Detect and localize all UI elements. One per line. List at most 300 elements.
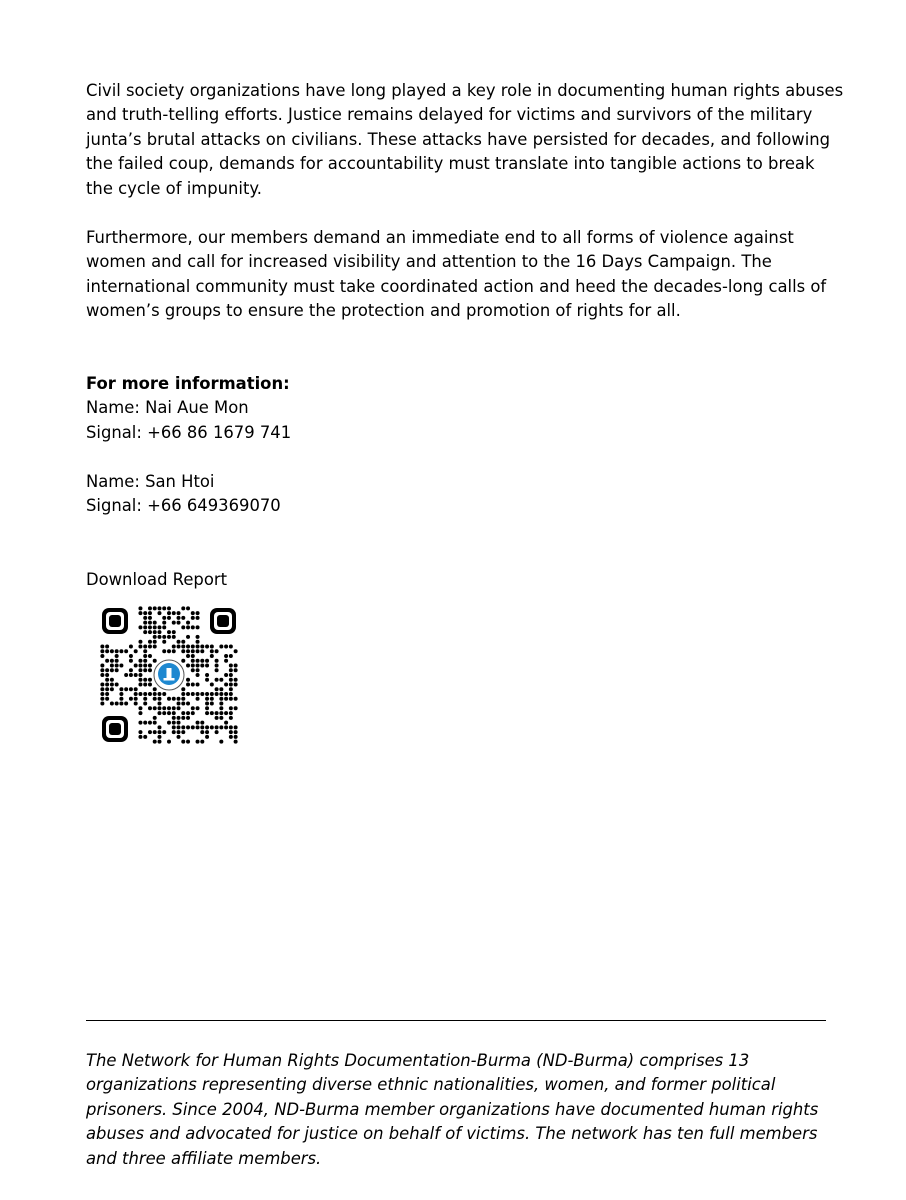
qr-module <box>162 635 166 639</box>
qr-module <box>215 730 219 734</box>
qr-module <box>224 711 228 715</box>
qr-module <box>115 649 119 653</box>
contact-name-2: Name: San Htoi <box>86 471 215 491</box>
qr-module <box>153 716 157 720</box>
qr-module <box>186 702 190 706</box>
qr-module <box>143 611 147 615</box>
qr-module <box>177 621 181 625</box>
qr-module <box>177 725 181 729</box>
qr-module <box>157 630 161 634</box>
qr-module <box>100 697 104 701</box>
qr-module <box>196 706 200 710</box>
qr-module <box>219 644 223 648</box>
qr-module <box>162 706 166 710</box>
qr-module <box>224 721 228 725</box>
qr-module <box>196 683 200 687</box>
qr-module <box>162 711 166 715</box>
qr-module <box>105 644 109 648</box>
qr-module <box>210 644 214 648</box>
qr-module <box>186 683 190 687</box>
qr-module <box>210 711 214 715</box>
qr-module <box>219 697 223 701</box>
qr-module <box>157 625 161 629</box>
footer-divider <box>86 1020 826 1021</box>
qr-module <box>205 702 209 706</box>
qr-module <box>205 735 209 739</box>
qr-module <box>234 740 238 744</box>
qr-module <box>229 697 233 701</box>
qr-module <box>191 663 195 667</box>
qr-module <box>177 706 181 710</box>
qr-module <box>181 740 185 744</box>
qr-module <box>186 711 190 715</box>
qr-module <box>124 702 128 706</box>
qr-module <box>186 625 190 629</box>
qr-module <box>205 692 209 696</box>
qr-module <box>229 735 233 739</box>
qr-module <box>215 668 219 672</box>
qr-module <box>148 678 152 682</box>
qr-module <box>162 730 166 734</box>
qr-module <box>143 621 147 625</box>
qr-module <box>153 635 157 639</box>
qr-module <box>196 697 200 701</box>
qr-finder-bottom-left <box>102 716 128 742</box>
qr-module <box>124 673 128 677</box>
qr-module <box>200 725 204 729</box>
qr-module <box>205 706 209 710</box>
qr-module <box>115 702 119 706</box>
qr-module <box>148 683 152 687</box>
qr-module <box>229 668 233 672</box>
qr-module <box>110 659 114 663</box>
qr-module <box>148 630 152 634</box>
qr-module <box>229 673 233 677</box>
qr-module <box>177 644 181 648</box>
qr-module <box>229 730 233 734</box>
qr-module <box>215 716 219 720</box>
qr-module <box>138 668 142 672</box>
qr-module <box>215 711 219 715</box>
qr-module <box>157 711 161 715</box>
qr-module <box>148 668 152 672</box>
qr-module <box>119 702 123 706</box>
qr-module <box>191 692 195 696</box>
qr-module <box>219 692 223 696</box>
qr-module <box>105 687 109 691</box>
qr-module <box>200 649 204 653</box>
qr-module <box>205 659 209 663</box>
qr-module <box>138 659 142 663</box>
qr-module <box>153 644 157 648</box>
qr-module <box>181 659 185 663</box>
qr-module <box>177 697 181 701</box>
qr-module <box>157 635 161 639</box>
qr-module <box>186 644 190 648</box>
qr-module <box>200 721 204 725</box>
qr-module <box>191 711 195 715</box>
qr-module <box>100 692 104 696</box>
qr-module <box>148 706 152 710</box>
qr-module <box>110 702 114 706</box>
qr-module <box>172 621 176 625</box>
qr-module <box>181 730 185 734</box>
qr-module <box>138 678 142 682</box>
body-paragraph-1: Civil society organizations have long played a key role in documenting human rights abuses and truth-telling efforts. Justice remains delayed for victims and survivors of the military junta’s brutal attacks on civilians. These attacks have persisted for decades, and following the failed coup, demands for accountability must translate into tangible actions to break the cycle of impunity. <box>86 81 844 198</box>
qr-module <box>172 725 176 729</box>
qr-module <box>177 640 181 644</box>
qr-module <box>129 697 133 701</box>
qr-module <box>167 706 171 710</box>
qr-module <box>153 630 157 634</box>
qr-module <box>119 649 123 653</box>
qr-module <box>224 659 228 663</box>
qr-module <box>172 716 176 720</box>
qr-module <box>177 702 181 706</box>
qr-module <box>186 635 190 639</box>
qr-module <box>219 725 223 729</box>
qr-module <box>234 683 238 687</box>
qr-module <box>172 730 176 734</box>
qr-module <box>210 692 214 696</box>
qr-module <box>205 678 209 682</box>
qr-module <box>172 649 176 653</box>
qr-module <box>172 630 176 634</box>
qr-module <box>138 721 142 725</box>
qr-module <box>200 692 204 696</box>
qr-module <box>181 640 185 644</box>
qr-module <box>224 673 228 677</box>
qr-module <box>219 702 223 706</box>
qr-module <box>129 673 133 677</box>
qr-module <box>181 716 185 720</box>
qr-module <box>167 616 171 620</box>
qr-module <box>196 659 200 663</box>
qr-module <box>172 706 176 710</box>
qr-module <box>234 678 238 682</box>
qr-module <box>219 711 223 715</box>
qr-module <box>234 697 238 701</box>
qr-module <box>129 644 133 648</box>
qr-module <box>181 697 185 701</box>
qr-module <box>177 730 181 734</box>
qr-module <box>234 649 238 653</box>
qr-module <box>181 702 185 706</box>
qr-module <box>124 687 128 691</box>
qr-module <box>143 659 147 663</box>
qr-module <box>186 606 190 610</box>
qr-module <box>224 644 228 648</box>
qr-module <box>196 611 200 615</box>
qr-module <box>177 721 181 725</box>
qr-module <box>100 683 104 687</box>
qr-module <box>229 725 233 729</box>
qr-module <box>210 654 214 658</box>
qr-module <box>205 697 209 701</box>
qr-module <box>138 644 142 648</box>
qr-module <box>172 611 176 615</box>
qr-module <box>181 616 185 620</box>
qr-module <box>148 640 152 644</box>
qr-module <box>115 668 119 672</box>
qr-module <box>148 616 152 620</box>
qr-module <box>215 649 219 653</box>
qr-module <box>100 644 104 648</box>
qr-module <box>143 678 147 682</box>
qr-module <box>115 663 119 667</box>
qr-module <box>205 730 209 734</box>
qr-module <box>200 740 204 744</box>
qr-module <box>200 659 204 663</box>
body-paragraph-2: Furthermore, our members demand an immediate end to all forms of violence against women and call for increased visibility and attention to the 16 Days Campaign. The international community must take coordinated action and heed the decades-long calls of women’s groups to ensure the protection and promotion of rights for all. <box>86 228 827 321</box>
qr-module <box>167 649 171 653</box>
qr-module <box>100 668 104 672</box>
qr-module <box>219 687 223 691</box>
qr-module <box>191 644 195 648</box>
qr-module <box>215 687 219 691</box>
qr-module <box>177 611 181 615</box>
qr-module <box>167 635 171 639</box>
qr-module <box>186 678 190 682</box>
qr-module <box>186 725 190 729</box>
qr-module <box>138 625 142 629</box>
qr-module <box>129 659 133 663</box>
qr-module <box>234 735 238 739</box>
qr-module <box>181 649 185 653</box>
qr-module <box>196 740 200 744</box>
qr-module <box>191 616 195 620</box>
qr-module <box>143 616 147 620</box>
qr-module <box>119 687 123 691</box>
qr-module <box>196 649 200 653</box>
qr-module <box>186 621 190 625</box>
qr-module <box>134 649 138 653</box>
qr-module <box>196 692 200 696</box>
qr-module <box>172 644 176 648</box>
qr-module <box>105 692 109 696</box>
qr-module <box>100 649 104 653</box>
qr-module <box>191 659 195 663</box>
qr-module <box>134 673 138 677</box>
qr-module <box>134 687 138 691</box>
qr-module <box>138 711 142 715</box>
contact-name-1: Name: Nai Aue Mon <box>86 398 249 418</box>
qr-module <box>157 697 161 701</box>
qr-module <box>167 697 171 701</box>
qr-module <box>196 725 200 729</box>
qr-module <box>215 692 219 696</box>
qr-module <box>196 616 200 620</box>
qr-module <box>157 611 161 615</box>
qr-module <box>119 663 123 667</box>
qr-module <box>157 702 161 706</box>
qr-module <box>186 649 190 653</box>
qr-module <box>181 692 185 696</box>
qr-module <box>153 640 157 644</box>
qr-module <box>105 649 109 653</box>
qr-module <box>234 725 238 729</box>
qr-module <box>153 687 157 691</box>
qr-module <box>143 644 147 648</box>
qr-module <box>210 683 214 687</box>
qr-module <box>186 716 190 720</box>
qr-module <box>148 606 152 610</box>
qr-module <box>143 625 147 629</box>
qr-module <box>200 644 204 648</box>
contact-signal-1: Signal: +66 86 1679 741 <box>86 422 292 442</box>
qr-module <box>105 668 109 672</box>
qr-module <box>100 673 104 677</box>
qr-module <box>229 683 233 687</box>
qr-module <box>129 668 133 672</box>
nd-burma-logo-icon <box>152 658 186 692</box>
qr-module <box>162 625 166 629</box>
qr-module <box>110 687 114 691</box>
qr-module <box>229 716 233 720</box>
qr-module <box>100 702 104 706</box>
qr-module <box>148 721 152 725</box>
qr-module <box>229 692 233 696</box>
qr-module <box>143 683 147 687</box>
qr-module <box>153 721 157 725</box>
qr-module <box>153 730 157 734</box>
qr-module <box>138 611 142 615</box>
qr-module <box>138 692 142 696</box>
qr-module <box>129 654 133 658</box>
qr-module <box>115 654 119 658</box>
qr-module <box>153 606 157 610</box>
qr-module <box>157 740 161 744</box>
qr-module <box>110 683 114 687</box>
qr-module <box>205 725 209 729</box>
qr-module <box>215 678 219 682</box>
qr-module <box>167 611 171 615</box>
qr-module <box>138 730 142 734</box>
qr-module <box>172 711 176 715</box>
qr-module <box>234 668 238 672</box>
qr-module <box>105 697 109 701</box>
qr-module <box>205 663 209 667</box>
qr-module <box>124 649 128 653</box>
qr-module <box>105 683 109 687</box>
qr-module <box>234 706 238 710</box>
qr-module <box>172 697 176 701</box>
qr-module <box>143 702 147 706</box>
qr-module <box>157 606 161 610</box>
qr-module <box>105 673 109 677</box>
qr-module <box>157 706 161 710</box>
qr-module <box>229 663 233 667</box>
qr-module <box>172 721 176 725</box>
qr-module <box>110 678 114 682</box>
qr-module <box>143 630 147 634</box>
qr-module <box>157 692 161 696</box>
qr-module <box>138 640 142 644</box>
qr-module <box>138 706 142 710</box>
qr-module <box>196 640 200 644</box>
qr-module <box>148 663 152 667</box>
qr-module <box>224 697 228 701</box>
qr-module <box>119 692 123 696</box>
qr-module <box>234 730 238 734</box>
qr-module <box>191 654 195 658</box>
qr-module <box>196 668 200 672</box>
qr-module <box>177 616 181 620</box>
qr-module <box>148 611 152 615</box>
qr-module <box>162 640 166 644</box>
qr-module <box>115 659 119 663</box>
qr-module <box>219 716 223 720</box>
qr-module <box>105 659 109 663</box>
qr-module <box>134 663 138 667</box>
contact-section <box>86 372 486 518</box>
qr-module <box>181 606 185 610</box>
qr-module <box>181 644 185 648</box>
download-report-label: Download Report <box>86 570 228 589</box>
qr-module <box>157 730 161 734</box>
contact-heading: For more information: <box>86 374 290 393</box>
qr-module <box>196 644 200 648</box>
qr-module <box>196 635 200 639</box>
qr-module <box>229 654 233 658</box>
qr-module <box>186 654 190 658</box>
qr-module <box>224 654 228 658</box>
qr-module <box>148 625 152 629</box>
qr-module <box>110 649 114 653</box>
qr-module <box>119 697 123 701</box>
qr-module <box>181 725 185 729</box>
qr-module <box>219 706 223 710</box>
footer-note: The Network for Human Rights Documentation-Burma (ND-Burma) comprises 13 organizations representing diverse ethnic nationalities, women, and former political prisoners. Since 2004, ND-Burma member organizations have documented human rights abuses and advocated for justice on behalf of victims. The network has ten full members and three affiliate members. <box>86 1051 819 1168</box>
qr-module <box>191 625 195 629</box>
qr-module <box>186 740 190 744</box>
qr-module <box>186 663 190 667</box>
qr-module <box>143 668 147 672</box>
qr-module <box>181 711 185 715</box>
qr-module <box>110 668 114 672</box>
qr-module <box>153 659 157 663</box>
qr-finder-top-left <box>102 608 128 634</box>
qr-module <box>153 740 157 744</box>
qr-module <box>186 692 190 696</box>
qr-module <box>210 649 214 653</box>
qr-module <box>138 606 142 610</box>
qr-module <box>167 606 171 610</box>
qr-module <box>196 625 200 629</box>
contact-signal-2: Signal: +66 649369070 <box>86 496 281 516</box>
qr-module <box>210 697 214 701</box>
qr-module <box>105 678 109 682</box>
qr-module <box>100 687 104 691</box>
qr-module <box>200 663 204 667</box>
qr-module <box>224 725 228 729</box>
qr-code-icon[interactable] <box>100 606 238 744</box>
qr-module <box>215 725 219 729</box>
qr-module <box>229 711 233 715</box>
qr-module <box>134 692 138 696</box>
qr-module <box>167 711 171 715</box>
qr-module <box>191 683 195 687</box>
qr-module <box>191 668 195 672</box>
qr-module <box>210 725 214 729</box>
qr-module <box>148 654 152 658</box>
qr-module <box>229 706 233 710</box>
qr-module <box>143 692 147 696</box>
qr-module <box>153 692 157 696</box>
qr-module <box>143 697 147 701</box>
qr-module <box>138 683 142 687</box>
qr-module <box>172 635 176 639</box>
